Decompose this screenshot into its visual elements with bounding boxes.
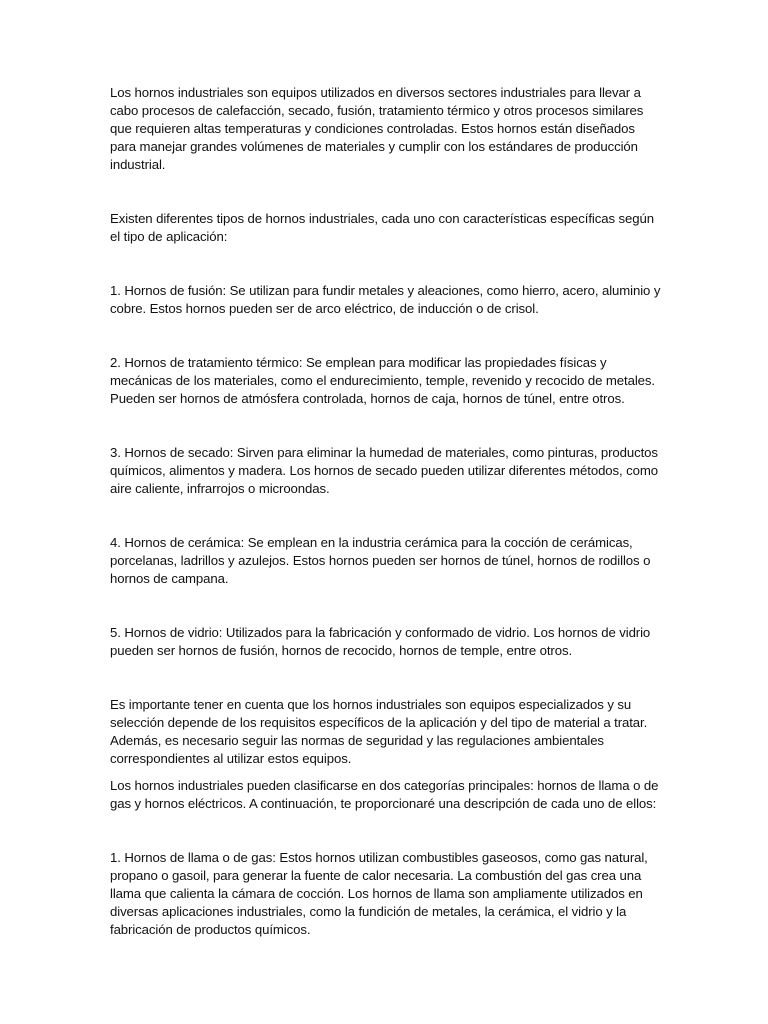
list-item-glass: 5. Hornos de vidrio: Utilizados para la fabricación y conformado de vidrio. Los hornos de vidrio pueden ser hornos de fusión, hornos de recocido, hornos de temple, entre otros.	[110, 625, 651, 658]
list-item-ceramics: 4. Hornos de cerámica: Se emplean en la industria cerámica para la cocción de cerámicas, porcelanas, ladrillos y azulejos. Estos hornos pueden ser hornos de túnel, hornos de rodillos o hornos de campana.	[110, 535, 651, 586]
document-body	[110, 84, 662, 939]
types-intro-paragraph: Existen diferentes tipos de hornos industriales, cada uno con características específicas según el tipo de aplicación:	[110, 211, 654, 244]
considerations-paragraph: Es importante tener en cuenta que los hornos industriales son equipos especializados y su selección depende de los requisitos específicos de la aplicación y del tipo de material a tratar. Además, es necesario seguir las normas de seguridad y las regulaciones ambientales correspondientes al utilizar estos equipos.	[110, 697, 648, 766]
list-item-heat-treatment: 2. Hornos de tratamiento térmico: Se emplean para modificar las propiedades físicas y mecánicas de los materiales, como el endurecimiento, temple, revenido y recocido de metales. Pueden ser hornos de atmósfera controlada, hornos de caja, hornos de túnel, entre otros.	[110, 355, 655, 406]
list-item-drying: 3. Hornos de secado: Sirven para eliminar la humedad de materiales, como pinturas, productos químicos, alimentos y madera. Los hornos de secado pueden utilizar diferentes métodos, como aire caliente, infrarrojos o microondas.	[110, 445, 659, 496]
intro-paragraph: Los hornos industriales son equipos utilizados en diversos sectores industriales para llevar a cabo procesos de calefacción, secado, fusión, tratamiento térmico y otros procesos similares que requieren altas temperaturas y condiciones controladas. Estos hornos están diseñados para manejar grandes volúmenes de materiales y cumplir con los estándares de producción industrial.	[110, 85, 644, 172]
list-item-fusion: 1. Hornos de fusión: Se utilizan para fundir metales y aleaciones, como hierro, acero, aluminio y cobre. Estos hornos pueden ser de arco eléctrico, de inducción o de crisol.	[110, 283, 661, 316]
list-item-gas-furnaces: 1. Hornos de llama o de gas: Estos hornos utilizan combustibles gaseosos, como gas natural, propano o gasoil, para generar la fuente de calor necesaria. La combustión del gas crea una llama que calienta la cámara de cocción. Los hornos de llama son ampliamente utilizados en diversas aplicaciones industriales, como la fundición de metales, la cerámica, el vidrio y la fabricación de productos químicos.	[110, 850, 648, 937]
categories-paragraph: Los hornos industriales pueden clasificarse en dos categorías principales: hornos de llama o de gas y hornos eléctricos. A continuación, te proporcionaré una descripción de cada uno de ellos:	[110, 778, 659, 811]
